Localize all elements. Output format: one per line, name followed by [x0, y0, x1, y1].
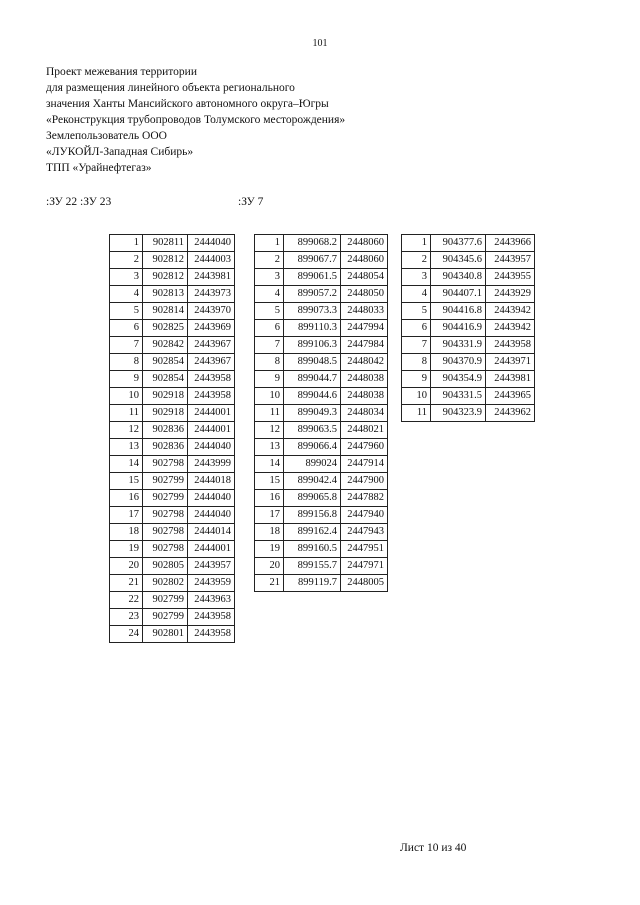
- point-number-cell: 2: [255, 252, 284, 269]
- y-coordinate-cell: 2443929: [486, 286, 535, 303]
- y-coordinate-cell: 2447994: [341, 320, 388, 337]
- point-number-cell: 12: [255, 422, 284, 439]
- y-coordinate-cell: 2448033: [341, 303, 388, 320]
- y-coordinate-cell: 2443958: [188, 609, 235, 626]
- point-number-cell: 2: [110, 252, 143, 269]
- x-coordinate-cell: 904354.9: [431, 371, 486, 388]
- table-row: [110, 354, 235, 371]
- point-number-cell: 24: [110, 626, 143, 643]
- y-coordinate-cell: 2443999: [188, 456, 235, 473]
- table-row: [255, 286, 388, 303]
- x-coordinate-cell: 904323.9: [431, 405, 486, 422]
- table-row: [402, 303, 535, 320]
- point-number-cell: 1: [255, 235, 284, 252]
- point-number-cell: 9: [110, 371, 143, 388]
- x-coordinate-cell: 899110.3: [284, 320, 341, 337]
- table-row: [255, 235, 388, 252]
- point-number-cell: 15: [110, 473, 143, 490]
- y-coordinate-cell: 2443957: [486, 252, 535, 269]
- table-row: [255, 303, 388, 320]
- table-row: [255, 252, 388, 269]
- table-row: [110, 388, 235, 405]
- x-coordinate-cell: 899048.5: [284, 354, 341, 371]
- table-row: [255, 524, 388, 541]
- point-number-cell: 8: [255, 354, 284, 371]
- y-coordinate-cell: 2447943: [341, 524, 388, 541]
- point-number-cell: 11: [402, 405, 431, 422]
- table-row: [110, 269, 235, 286]
- point-number-cell: 7: [110, 337, 143, 354]
- y-coordinate-cell: 2443965: [486, 388, 535, 405]
- x-coordinate-cell: 902805: [143, 558, 188, 575]
- header-line: ТПП «Урайнефтегаз»: [46, 162, 152, 174]
- x-coordinate-cell: 904331.5: [431, 388, 486, 405]
- y-coordinate-cell: 2443942: [486, 303, 535, 320]
- coordinates-table-zu-23: [254, 234, 388, 592]
- x-coordinate-cell: 902842: [143, 337, 188, 354]
- table-row: [110, 626, 235, 643]
- point-number-cell: 10: [255, 388, 284, 405]
- y-coordinate-cell: 2444001: [188, 541, 235, 558]
- x-coordinate-cell: 899162.4: [284, 524, 341, 541]
- zu-22-23-label: :ЗУ 22 :ЗУ 23: [46, 196, 112, 208]
- header-line: для размещения линейного объекта регионального: [46, 82, 295, 94]
- table-row: [255, 473, 388, 490]
- y-coordinate-cell: 2444003: [188, 252, 235, 269]
- y-coordinate-cell: 2443962: [486, 405, 535, 422]
- x-coordinate-cell: 902812: [143, 252, 188, 269]
- y-coordinate-cell: 2443973: [188, 286, 235, 303]
- x-coordinate-cell: 902854: [143, 354, 188, 371]
- table-row: [110, 575, 235, 592]
- point-number-cell: 19: [255, 541, 284, 558]
- y-coordinate-cell: 2448054: [341, 269, 388, 286]
- table-row: [110, 473, 235, 490]
- x-coordinate-cell: 904345.6: [431, 252, 486, 269]
- x-coordinate-cell: 899067.7: [284, 252, 341, 269]
- x-coordinate-cell: 899119.7: [284, 575, 341, 592]
- table-row: [255, 541, 388, 558]
- x-coordinate-cell: 902798: [143, 507, 188, 524]
- table-row: [402, 354, 535, 371]
- table-row: [110, 252, 235, 269]
- coordinates-table-zu-7: [401, 234, 535, 422]
- y-coordinate-cell: 2443966: [486, 235, 535, 252]
- table-row: [110, 235, 235, 252]
- x-coordinate-cell: 904331.9: [431, 337, 486, 354]
- point-number-cell: 16: [110, 490, 143, 507]
- x-coordinate-cell: 902798: [143, 456, 188, 473]
- point-number-cell: 13: [110, 439, 143, 456]
- table-row: [255, 354, 388, 371]
- y-coordinate-cell: 2448050: [341, 286, 388, 303]
- x-coordinate-cell: 902836: [143, 422, 188, 439]
- point-number-cell: 6: [402, 320, 431, 337]
- x-coordinate-cell: 902798: [143, 524, 188, 541]
- x-coordinate-cell: 899068.2: [284, 235, 341, 252]
- header-line: «ЛУКОЙЛ-Западная Сибирь»: [46, 146, 194, 158]
- x-coordinate-cell: 902799: [143, 592, 188, 609]
- x-coordinate-cell: 902811: [143, 235, 188, 252]
- table-row: [255, 490, 388, 507]
- table-row: [110, 524, 235, 541]
- x-coordinate-cell: 902802: [143, 575, 188, 592]
- point-number-cell: 3: [110, 269, 143, 286]
- table-row: [255, 507, 388, 524]
- point-number-cell: 17: [255, 507, 284, 524]
- point-number-cell: 5: [110, 303, 143, 320]
- y-coordinate-cell: 2444040: [188, 235, 235, 252]
- point-number-cell: 21: [110, 575, 143, 592]
- point-number-cell: 8: [110, 354, 143, 371]
- x-coordinate-cell: 904377.6: [431, 235, 486, 252]
- y-coordinate-cell: 2443958: [188, 371, 235, 388]
- point-number-cell: 3: [255, 269, 284, 286]
- y-coordinate-cell: 2443963: [188, 592, 235, 609]
- y-coordinate-cell: 2443942: [486, 320, 535, 337]
- point-number-cell: 14: [110, 456, 143, 473]
- y-coordinate-cell: 2447882: [341, 490, 388, 507]
- x-coordinate-cell: 899066.4: [284, 439, 341, 456]
- y-coordinate-cell: 2448021: [341, 422, 388, 439]
- point-number-cell: 22: [110, 592, 143, 609]
- x-coordinate-cell: 904370.9: [431, 354, 486, 371]
- document-header: [46, 64, 606, 176]
- x-coordinate-cell: 899024: [284, 456, 341, 473]
- y-coordinate-cell: 2443955: [486, 269, 535, 286]
- table-row: [402, 337, 535, 354]
- point-number-cell: 6: [110, 320, 143, 337]
- point-number-cell: 10: [402, 388, 431, 405]
- y-coordinate-cell: 2448060: [341, 235, 388, 252]
- table-row: [255, 575, 388, 592]
- point-number-cell: 16: [255, 490, 284, 507]
- y-coordinate-cell: 2448038: [341, 371, 388, 388]
- y-coordinate-cell: 2443958: [188, 388, 235, 405]
- point-number-cell: 6: [255, 320, 284, 337]
- y-coordinate-cell: 2443959: [188, 575, 235, 592]
- point-number-cell: 4: [402, 286, 431, 303]
- x-coordinate-cell: 902814: [143, 303, 188, 320]
- sheet-footer: Лист 10 из 40: [400, 842, 467, 854]
- table-row: [402, 286, 535, 303]
- table-row: [255, 320, 388, 337]
- header-line: Землепользователь ООО: [46, 130, 167, 142]
- point-number-cell: 2: [402, 252, 431, 269]
- page-number: 101: [312, 38, 328, 49]
- point-number-cell: 18: [255, 524, 284, 541]
- y-coordinate-cell: 2443958: [188, 626, 235, 643]
- x-coordinate-cell: 902799: [143, 473, 188, 490]
- y-coordinate-cell: 2443970: [188, 303, 235, 320]
- x-coordinate-cell: 902918: [143, 388, 188, 405]
- table-row: [255, 388, 388, 405]
- y-coordinate-cell: 2447940: [341, 507, 388, 524]
- x-coordinate-cell: 902801: [143, 626, 188, 643]
- y-coordinate-cell: 2443981: [486, 371, 535, 388]
- y-coordinate-cell: 2447914: [341, 456, 388, 473]
- x-coordinate-cell: 899106.3: [284, 337, 341, 354]
- x-coordinate-cell: 899044.7: [284, 371, 341, 388]
- x-coordinate-cell: 899063.5: [284, 422, 341, 439]
- table-row: [255, 558, 388, 575]
- table-row: [110, 490, 235, 507]
- x-coordinate-cell: 902812: [143, 269, 188, 286]
- table-row: [255, 405, 388, 422]
- header-line: Проект межевания территории: [46, 66, 197, 78]
- x-coordinate-cell: 902798: [143, 541, 188, 558]
- point-number-cell: 17: [110, 507, 143, 524]
- table-row: [402, 252, 535, 269]
- point-number-cell: 1: [110, 235, 143, 252]
- table-row: [110, 303, 235, 320]
- table-row: [402, 405, 535, 422]
- y-coordinate-cell: 2443958: [486, 337, 535, 354]
- y-coordinate-cell: 2448034: [341, 405, 388, 422]
- table-row: [110, 558, 235, 575]
- header-line: значения Ханты Мансийского автономного округа–Югры: [46, 98, 329, 110]
- point-number-cell: 5: [402, 303, 431, 320]
- table-row: [110, 405, 235, 422]
- y-coordinate-cell: 2443967: [188, 354, 235, 371]
- table-row: [110, 371, 235, 388]
- x-coordinate-cell: 904416.8: [431, 303, 486, 320]
- point-number-cell: 12: [110, 422, 143, 439]
- x-coordinate-cell: 899044.6: [284, 388, 341, 405]
- table-row: [402, 235, 535, 252]
- point-number-cell: 7: [255, 337, 284, 354]
- y-coordinate-cell: 2444001: [188, 405, 235, 422]
- point-number-cell: 11: [255, 405, 284, 422]
- x-coordinate-cell: 902799: [143, 609, 188, 626]
- y-coordinate-cell: 2444040: [188, 507, 235, 524]
- table-row: [110, 541, 235, 558]
- point-number-cell: 14: [255, 456, 284, 473]
- x-coordinate-cell: 902825: [143, 320, 188, 337]
- y-coordinate-cell: 2443971: [486, 354, 535, 371]
- point-number-cell: 4: [255, 286, 284, 303]
- table-row: [110, 609, 235, 626]
- table-row: [110, 286, 235, 303]
- table-row: [110, 422, 235, 439]
- point-number-cell: 13: [255, 439, 284, 456]
- header-line: «Реконструкция трубопроводов Толумского месторождения»: [46, 114, 346, 126]
- y-coordinate-cell: 2443981: [188, 269, 235, 286]
- point-number-cell: 21: [255, 575, 284, 592]
- point-number-cell: 23: [110, 609, 143, 626]
- table-row: [255, 337, 388, 354]
- x-coordinate-cell: 899057.2: [284, 286, 341, 303]
- x-coordinate-cell: 899155.7: [284, 558, 341, 575]
- y-coordinate-cell: 2448060: [341, 252, 388, 269]
- table-row: [255, 371, 388, 388]
- y-coordinate-cell: 2444040: [188, 439, 235, 456]
- y-coordinate-cell: 2443957: [188, 558, 235, 575]
- point-number-cell: 4: [110, 286, 143, 303]
- table-row: [110, 592, 235, 609]
- y-coordinate-cell: 2444018: [188, 473, 235, 490]
- table-row: [255, 422, 388, 439]
- point-number-cell: 9: [402, 371, 431, 388]
- x-coordinate-cell: 904407.1: [431, 286, 486, 303]
- x-coordinate-cell: 904340.8: [431, 269, 486, 286]
- point-number-cell: 5: [255, 303, 284, 320]
- point-number-cell: 19: [110, 541, 143, 558]
- point-number-cell: 20: [255, 558, 284, 575]
- point-number-cell: 8: [402, 354, 431, 371]
- y-coordinate-cell: 2443969: [188, 320, 235, 337]
- x-coordinate-cell: 899160.5: [284, 541, 341, 558]
- x-coordinate-cell: 899049.3: [284, 405, 341, 422]
- x-coordinate-cell: 899065.8: [284, 490, 341, 507]
- x-coordinate-cell: 902854: [143, 371, 188, 388]
- table-row: [110, 337, 235, 354]
- table-row: [110, 439, 235, 456]
- point-number-cell: 3: [402, 269, 431, 286]
- zu-7-label: :ЗУ 7: [238, 196, 264, 208]
- table-row: [110, 507, 235, 524]
- table-row: [110, 320, 235, 337]
- x-coordinate-cell: 899073.3: [284, 303, 341, 320]
- table-row: [402, 371, 535, 388]
- table-row: [255, 439, 388, 456]
- point-number-cell: 7: [402, 337, 431, 354]
- table-row: [255, 456, 388, 473]
- y-coordinate-cell: 2447971: [341, 558, 388, 575]
- table-row: [110, 456, 235, 473]
- y-coordinate-cell: 2447900: [341, 473, 388, 490]
- table-row: [402, 388, 535, 405]
- x-coordinate-cell: 902918: [143, 405, 188, 422]
- point-number-cell: 15: [255, 473, 284, 490]
- x-coordinate-cell: 899042.4: [284, 473, 341, 490]
- table-row: [402, 269, 535, 286]
- x-coordinate-cell: 899156.8: [284, 507, 341, 524]
- x-coordinate-cell: 904416.9: [431, 320, 486, 337]
- y-coordinate-cell: 2447984: [341, 337, 388, 354]
- x-coordinate-cell: 902799: [143, 490, 188, 507]
- point-number-cell: 9: [255, 371, 284, 388]
- point-number-cell: 1: [402, 235, 431, 252]
- y-coordinate-cell: 2448042: [341, 354, 388, 371]
- x-coordinate-cell: 902836: [143, 439, 188, 456]
- point-number-cell: 18: [110, 524, 143, 541]
- point-number-cell: 10: [110, 388, 143, 405]
- table-row: [255, 269, 388, 286]
- y-coordinate-cell: 2443967: [188, 337, 235, 354]
- y-coordinate-cell: 2444014: [188, 524, 235, 541]
- y-coordinate-cell: 2447951: [341, 541, 388, 558]
- x-coordinate-cell: 902813: [143, 286, 188, 303]
- y-coordinate-cell: 2448038: [341, 388, 388, 405]
- y-coordinate-cell: 2448005: [341, 575, 388, 592]
- y-coordinate-cell: 2444001: [188, 422, 235, 439]
- coordinates-table-zu-22: [109, 234, 235, 643]
- point-number-cell: 11: [110, 405, 143, 422]
- y-coordinate-cell: 2444040: [188, 490, 235, 507]
- y-coordinate-cell: 2447960: [341, 439, 388, 456]
- point-number-cell: 20: [110, 558, 143, 575]
- table-row: [402, 320, 535, 337]
- x-coordinate-cell: 899061.5: [284, 269, 341, 286]
